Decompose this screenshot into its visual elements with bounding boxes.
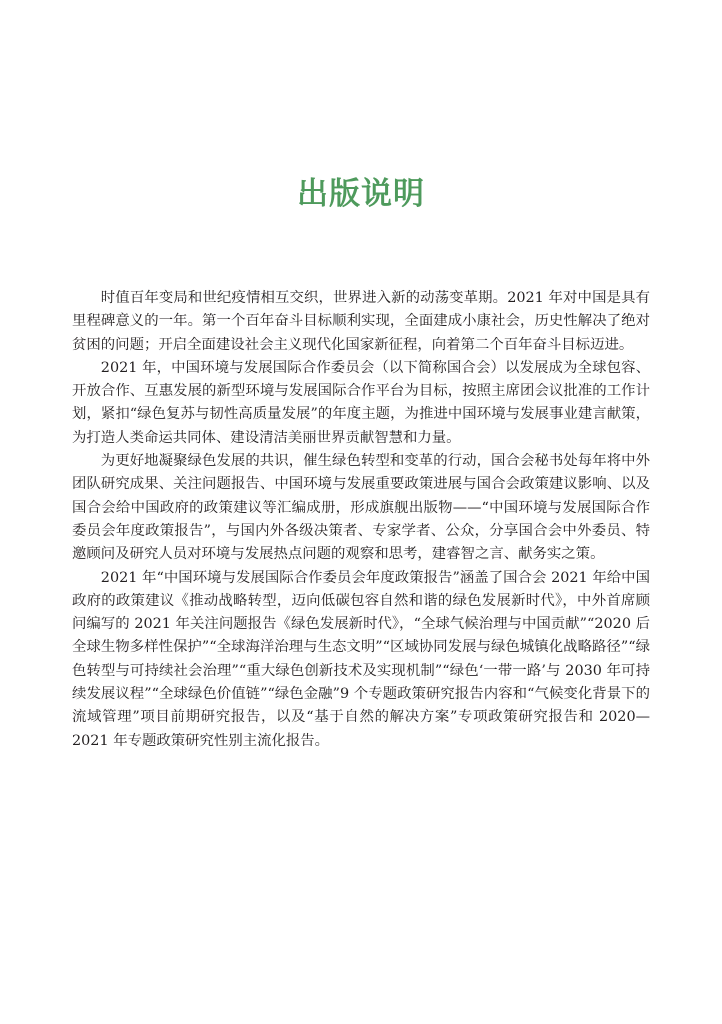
body-text: [72, 287, 650, 753]
paragraph-1: 时值百年变局和世纪疫情相互交织，世界进入新的动荡变革期。2021 年对中国是具有里程碑意义的一年。第一个百年奋斗目标顺利实现，全面建成小康社会，历史性解决了绝对贫困的问题；开启全面建设社会主义现代化国家新征程，向着第二个百年奋斗目标迈进。: [72, 290, 650, 353]
page-title: 出版说明: [297, 176, 425, 212]
paragraph-2: 2021 年，中国环境与发展国际合作委员会（以下简称国合会）以发展成为全球包容、开放合作、互惠发展的新型环境与发展国际合作平台为目标，按照主席团会议批准的工作计划，紧扣“绿色复苏与韧性高质量发展”的年度主题，为推进中国环境与发展事业建言献策，为打造人类命运共同体、建设清洁美丽世界贡献智慧和力量。: [72, 359, 650, 446]
paragraph-3: 为更好地凝聚绿色发展的共识，催生绿色转型和变革的行动，国合会秘书处每年将中外团队研究成果、关注问题报告、中国环境与发展重要政策进展与国合会政策建议影响、以及国合会给中国政府的政策建议等汇编成册，形成旗舰出版物——“中国环境与发展国际合作委员会年度政策报告”，与国内外各级决策者、专家学者、公众，分享国合会中外委员、特邀顾问及研究人员对环境与发展热点问题的观察和思考，建睿智之言、献务实之策。: [72, 453, 650, 563]
paragraph-4: 2021 年“中国环境与发展国际合作委员会年度政策报告”涵盖了国合会 2021 年给中国政府的政策建议《推动战略转型，迈向低碳包容自然和谐的绿色发展新时代》，中外首席顾问编写的 2021 年关注问题报告《绿色发展新时代》，“全球气候治理与中国贡献”“2020 后全球生物多样性保护”“全球海洋治理与生态文明”“区域协同发展与绿色城镇化战略路径”“绿色转型与可持续社会治理”“重大绿色创新技术及实现机制”“绿色‘一带一路’与 2030 年可持续发展议程”“全球绿色价值链”“绿色金融”9 个专题政策研究报告内容和“气候变化背景下的流域管理”项目前期研究报告，以及“基于自然的解决方案”专项政策研究报告和 2020—2021 年专题政策研究性别主流化报告。: [72, 569, 650, 749]
